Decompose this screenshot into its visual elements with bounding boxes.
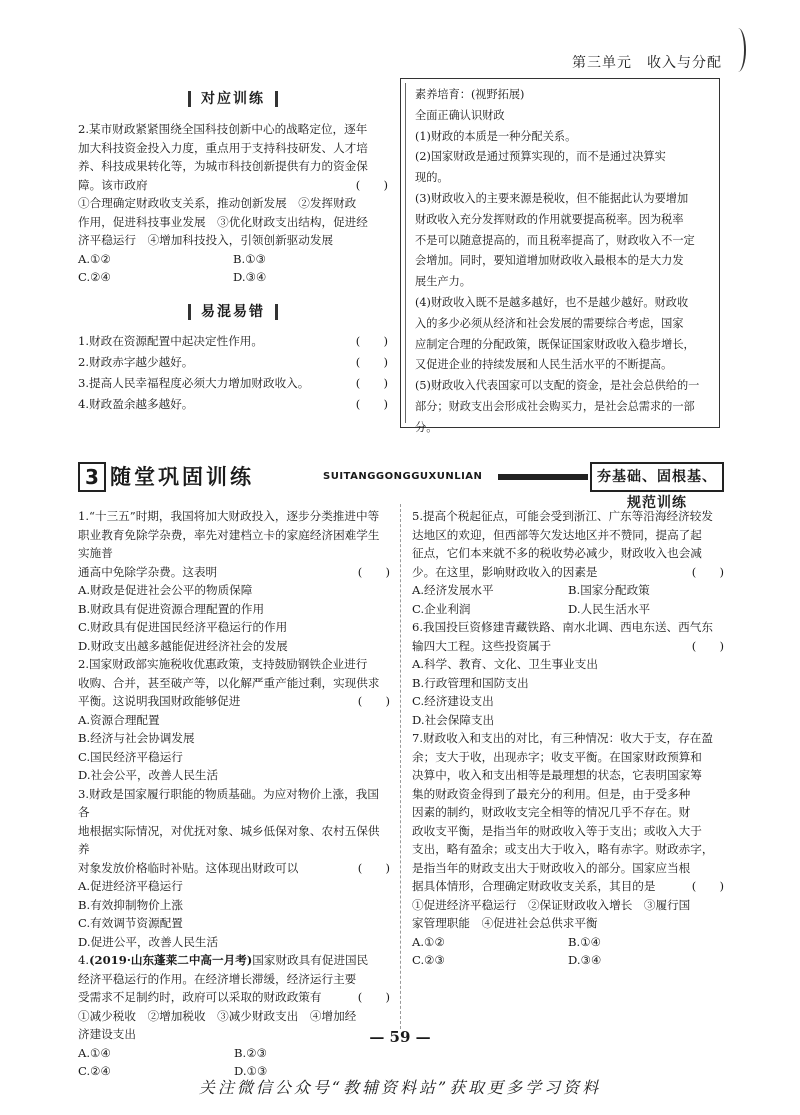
judge-item: 4.财政盈余越多越好。 ( ): [78, 394, 388, 415]
section-title-yihun: 易混易错: [78, 301, 388, 321]
options: [412, 581, 724, 618]
option-a[interactable]: A.资源合理配置: [78, 712, 160, 727]
option-b[interactable]: B.经济与社会协调发展: [78, 731, 195, 745]
option-a[interactable]: A.经济发展水平: [412, 583, 494, 597]
option-b[interactable]: B.国家分配政策: [568, 583, 650, 597]
options: [78, 250, 388, 287]
option-b[interactable]: B.财政具有促进资源合理配置的作用: [78, 601, 265, 616]
option-a[interactable]: A.促进经济平稳运行: [78, 879, 183, 893]
option-c[interactable]: C.②④: [78, 270, 111, 284]
option-b[interactable]: B.①③: [233, 251, 266, 266]
banner-pinyin: SUITANGGONGGUXUNLIAN: [323, 471, 483, 482]
option-c[interactable]: C.国民经济平稳运行: [78, 749, 183, 764]
option-b[interactable]: B.有效抑制物价上涨: [78, 897, 183, 912]
question-3: 3.财政是国家履行职能的物质基础。为应对物价上涨，我国各 地根据实际情况，对优抚对象、城乡低保对象、农村五保供养 对象发放价格临时补贴。这体现出财政可以 ( ) A.促进经济平稳运行 B.有效抑制物价上涨 C.有效调节资源配置 D.促进公平，改善人民生活: [78, 785, 390, 952]
option-a[interactable]: A.①②: [78, 251, 111, 266]
option-c[interactable]: C.②③: [412, 953, 445, 967]
banner-bar: [498, 474, 588, 480]
option-a[interactable]: A.①④: [78, 1045, 111, 1060]
option-d[interactable]: D.财政支出越多越能促进经济社会的发展: [78, 638, 288, 653]
option-c[interactable]: C.经济建设支出: [412, 694, 494, 708]
judge-item: 3.提高人民幸福程度必须大力增加财政收入。 ( ): [78, 373, 388, 394]
answer-bracket[interactable]: ( ): [355, 333, 388, 348]
option-d[interactable]: D.③④: [233, 270, 267, 284]
option-d[interactable]: D.①③: [234, 1064, 268, 1078]
answer-bracket[interactable]: ( ): [357, 860, 390, 875]
page-number: — 59 —: [369, 1028, 431, 1046]
question-7: 7.财政收入和支出的对比，有三种情况：收大于支，存在盈 余；支大于收，出现赤字；收支平衡。在国家财政预算和 决算中，收入和支出相等是最理想的状态，它表明国家筹 集的财政资金得到了最充分的利用。但是，由于受多种 因素的制约，财政收支完全相等的情况几乎不存在。财 政收支平衡，是指当年的财政收入等于支出；或收入大于 支出，略有盈余；或支出大于收入，略有赤字。财政赤字， 是指当年的财政支出大于财政收入的部分。国家应当根 据具体情形，合理确定财政收支关系，其目的是 ( ) ①促进经济平稳运行 ②保证财政收入增长 ③履行国 家管理职能 ④促进社会总供求平衡 A.①② B.①④ C.②③ D.③④: [412, 729, 724, 970]
option-d[interactable]: D.③④: [568, 953, 602, 967]
section-banner: [78, 462, 724, 511]
question-2: 2.某市财政紧紧围绕全国科技创新中心的战略定位，逐年 加大科技资金投入力度，重点用于支持科技研发、人才培 养、科技成果转化等，为城市科技创新提供有力的资金保 障。该市政府 ( ) ①合理确定财政收支关系，推动创新发展 ②发挥财政 作用，促进科技事业发展 ③优化财政支出结构，促进经 济平稳运行 ④增加科技投入，引领创新驱动发展 A.①② B.①③ C.②④ D.③④: [78, 120, 388, 287]
literacy-box: [400, 78, 720, 434]
banner-tag: 夯基础、固根基、规范训练: [590, 462, 724, 492]
answer-bracket[interactable]: ( ): [357, 990, 390, 1004]
option-a[interactable]: A.①②: [412, 934, 445, 949]
question-1: 1.“十三五”时期，我国将加大财政投入，逐步分类推进中等 职业教育免除学杂费，率先对建档立卡的家庭经济困难学生实施普 通高中免除学杂费。这表明 ( ) A.财政是促进社会公平的物质保障 B.财政具有促进资源合理配置的作用 C.财政具有促进国民经济平稳运行的作用 D.财政支出越多越能促进经济社会的发展: [78, 507, 390, 655]
option-a[interactable]: A.科学、教育、文化、卫生事业支出: [412, 657, 598, 671]
option-d[interactable]: D.社会公平，改善人民生活: [78, 768, 219, 782]
literacy-text: 素养培育：(视野拓展) 全面正确认识财政 (1)财政的本质是一种分配关系。 (2)国家财政是通过预算实现的，而不是通过决算实 现的。 (3)财政收入的主要来源是税收，但不能据此认为要增加 财政收入充分发挥财政的作用就要提高税率。因为税率 不是可以随意提高的，而且税率提高了，财政收入不一定 会增加。同时，要知道增加财政收入最根本的是大力发 展生产力。 (4)财政收入既不是越多越好，也不是越少越好。财政收 入的多少必须从经济和社会发展的需要综合考虑，国家 应制定合理的分配政策，既保证国家财政收入稳步增长， 又促进企业的持续发展和人民生活水平的不断提高。 (5)财政收入代表国家可以支配的资金，是社会总供给的一 部分；财政支出会形成社会购买力，是社会总需求的一部分。: [415, 88, 700, 434]
header-decoration: [730, 28, 746, 72]
answer-bracket[interactable]: ( ): [357, 564, 390, 579]
judge-list: [78, 331, 388, 415]
answer-bracket[interactable]: ( ): [691, 879, 724, 893]
section-title-duiying: 对应训练: [78, 88, 388, 108]
question-4: 4.(2019·山东蓬莱二中高一月考)国家财政具有促进国民 经济平稳运行的作用。在经济增长滞缓，经济运行主要 受需求不足制约时，政府可以采取的财政政策有 ( ) ①减少税收 ②增加税收 ③减少财政支出 ④增加经 济建设支出 A.①④ B.②③ C.②④ D.①③: [78, 951, 390, 1081]
answer-bracket[interactable]: ( ): [355, 177, 388, 192]
judge-item: 2.财政赤字越少越好。 ( ): [78, 352, 388, 373]
option-b[interactable]: B.①④: [568, 934, 601, 949]
unit-header: 第三单元 收入与分配: [572, 55, 722, 71]
banner-title: 随堂巩固训练: [110, 464, 254, 489]
question-source: (2019·山东蓬莱二中高一月考): [89, 953, 253, 967]
option-c[interactable]: C.②④: [78, 1064, 111, 1078]
question-5: 5.提高个税起征点，可能会受到浙江、广东等沿海经济较发 达地区的欢迎，但西部等欠发达地区并不赞同，提高了起 征点，它们本来就不多的税收势必减少，财政收入也会减 少。在这里，影响财政收入的因素是 ( ) A.经济发展水平 B.国家分配政策 C.企业利润 D.人民生活水平: [412, 507, 724, 618]
answer-bracket[interactable]: ( ): [355, 396, 388, 411]
option-d[interactable]: D.社会保障支出: [412, 712, 495, 727]
option-a[interactable]: A.财政是促进社会公平的物质保障: [78, 583, 253, 597]
options: [412, 933, 724, 970]
column-divider: [400, 504, 401, 1029]
banner-number: 3: [78, 462, 106, 492]
option-c[interactable]: C.有效调节资源配置: [78, 916, 183, 930]
answer-bracket[interactable]: ( ): [691, 638, 724, 653]
option-c[interactable]: C.企业利润: [412, 601, 471, 616]
answer-bracket[interactable]: ( ): [357, 694, 390, 708]
answer-bracket[interactable]: ( ): [691, 564, 724, 579]
option-b[interactable]: B.②③: [234, 1045, 267, 1060]
option-d[interactable]: D.人民生活水平: [568, 601, 651, 616]
judge-item: 1.财政在资源配置中起决定性作用。 ( ): [78, 331, 388, 352]
left-questions: [78, 507, 390, 1081]
option-b[interactable]: B.行政管理和国防支出: [412, 675, 529, 690]
question-2: 2.国家财政部实施税收优惠政策，支持鼓励钢铁企业进行 收购、合并，甚至破产等，以化解严重产能过剩，实现供求 平衡。这说明我国财政能够促进 ( ) A.资源合理配置 B.经济与社会协调发展 C.国民经济平稳运行 D.社会公平，改善人民生活: [78, 655, 390, 785]
answer-bracket[interactable]: ( ): [355, 375, 388, 390]
option-d[interactable]: D.促进公平，改善人民生活: [78, 934, 219, 949]
left-top-column: [78, 88, 388, 415]
option-c[interactable]: C.财政具有促进国民经济平稳运行的作用: [78, 620, 288, 634]
question-6: 6.我国投巨资修建青藏铁路、南水北调、西电东送、西气东 输四大工程。这些投资属于 ( ) A.科学、教育、文化、卫生事业支出 B.行政管理和国防支出 C.经济建设支出 D.社会保障支出: [412, 618, 724, 729]
footer-note: 关注微信公众号“教辅资料站”获取更多学习资料: [198, 1078, 602, 1097]
answer-bracket[interactable]: ( ): [355, 354, 388, 369]
right-questions: [412, 507, 724, 970]
